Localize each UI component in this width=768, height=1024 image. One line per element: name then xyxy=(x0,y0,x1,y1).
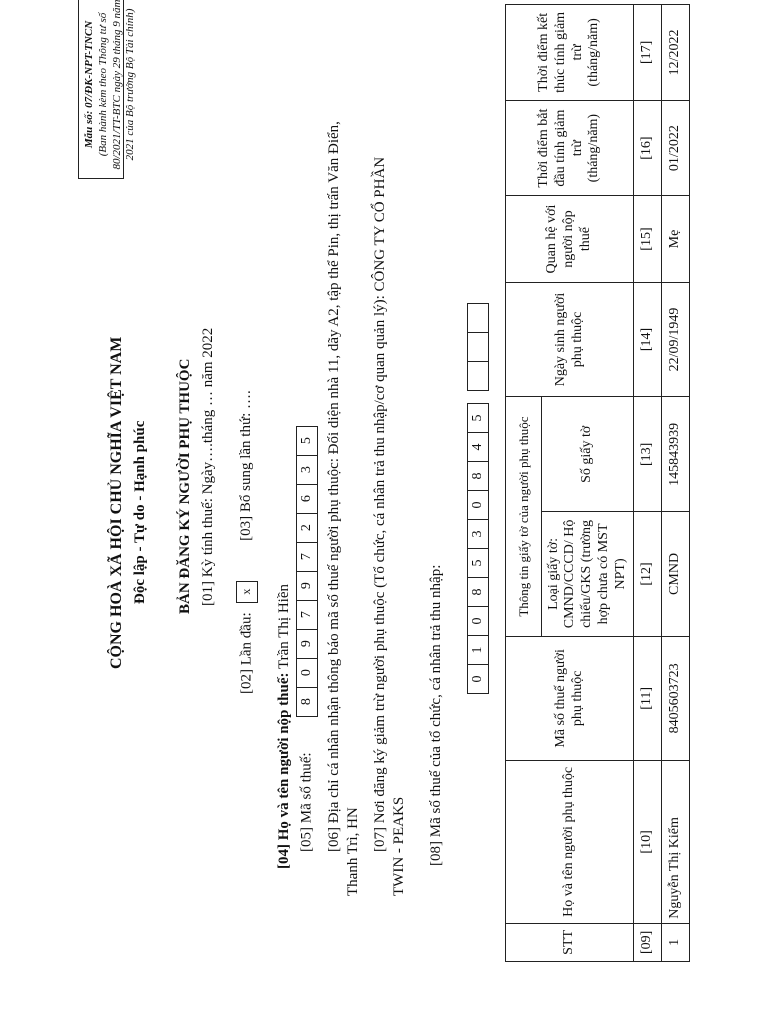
motto: Độc lập - Tự do - Hạnh phúc xyxy=(132,420,148,604)
digit-cell: 4 xyxy=(468,432,488,461)
field-08-payer-tax-code-label: [08] Mã số thuế của tổ chức, cá nhân trả thu nhập: xyxy=(428,564,444,866)
cell-date-of-birth: 22/09/1949 xyxy=(662,282,690,397)
digit-cell: 5 xyxy=(470,414,485,422)
column-code: [15] xyxy=(634,196,662,282)
dependents-table xyxy=(505,4,690,962)
form-number: Mẫu số: 07/ĐK-NPT-TNCN xyxy=(83,20,95,149)
field-08-payer-tax-code xyxy=(467,303,489,694)
form-number-box xyxy=(78,0,137,179)
payer-tax-code-cells xyxy=(467,403,489,694)
first-time-checkbox[interactable]: x xyxy=(236,581,258,603)
field-05-tax-code xyxy=(296,426,318,852)
digit-cell xyxy=(468,304,488,332)
digit-cell: 2 xyxy=(297,513,317,542)
header-relationship: Quan hệ với người nộp thuế xyxy=(506,196,634,282)
taxpayer-name-value: Trần Thị Hiền xyxy=(276,584,292,670)
table-code-row xyxy=(634,5,662,962)
digit-cell: 9 xyxy=(297,629,317,658)
field-01-period: [01] Kỳ tính thuế: Ngày….tháng … năm 2022 xyxy=(200,327,216,606)
digit-cell: 5 xyxy=(468,548,488,577)
cell-relationship: Mẹ xyxy=(662,196,690,282)
field-04-label: [04] Họ và tên người nộp thuế: xyxy=(276,672,292,869)
cell-stt: 1 xyxy=(662,923,690,961)
field-04-taxpayer-name xyxy=(276,584,293,869)
digit-cell: 6 xyxy=(297,484,317,513)
cell-dependent-tax-code: 8405603723 xyxy=(662,636,690,760)
column-code: [17] xyxy=(634,5,662,101)
header-document-group: Thông tin giấy tờ của người phụ thuộc xyxy=(506,397,542,636)
cell-document-type: CMND xyxy=(662,512,690,636)
cell-document-number: 145843939 xyxy=(662,397,690,512)
field-06-address-line2: Thanh Trì, HN xyxy=(345,807,361,896)
digit-cell xyxy=(468,361,488,390)
header-document-type: Loại giấy tờ: CMND/CCCD/ Hộ chiếu/GKS (trường hợp chưa có MST NPT) xyxy=(542,512,634,636)
digit-cell: 3 xyxy=(297,455,317,484)
field-06-address-line1: [06] Địa chỉ cá nhân nhận thông báo mã số thuế người phụ thuộc: Đối diện nhà 11, dãy A2, tập thể Pin, thị trấn Văn Điển, xyxy=(326,121,342,852)
header-document-number: Số giấy tờ xyxy=(542,397,634,512)
table-row xyxy=(662,5,690,962)
digit-cell: 8 xyxy=(468,577,488,606)
digit-cell: 8 xyxy=(468,461,488,490)
header-deduction-start: Thời điểm bắt đầu tính giảm trừ (tháng/năm) xyxy=(506,100,634,196)
digit-cell: 0 xyxy=(468,490,488,519)
payer-tax-code-branch-cells xyxy=(467,303,489,391)
column-code: [13] xyxy=(634,397,662,512)
field-05-label: [05] Mã số thuế: xyxy=(298,752,315,852)
digit-cell xyxy=(468,332,488,361)
form-legal-note: (Ban hành kèm theo Thông tư số 80/2021/TT-BTC ngày 29 tháng 9 năm 2021 của Bộ trưởng Bộ Tài chính) xyxy=(96,0,137,170)
field-07-deduction-place-line1: [07] Nơi đăng ký giảm trừ người phụ thuộc (Tổ chức, cá nhân trả thu nhập/cơ quan quản lý): CÔNG TY CỔ PHẦN xyxy=(372,156,388,852)
digit-cell: 9 xyxy=(297,571,317,600)
table-header-row-1 xyxy=(506,5,542,962)
digit-cell: 7 xyxy=(297,542,317,571)
field-03-supplement: [03] Bổ sung lần thứ: …. xyxy=(238,390,255,541)
digit-cell: 0 xyxy=(297,658,317,687)
column-code: [16] xyxy=(634,100,662,196)
header-stt: STT xyxy=(506,923,634,961)
country-heading: CỘNG HOÀ XÃ HỘI CHỦ NGHĨA VIỆT NAM xyxy=(108,336,125,669)
digit-cell: 3 xyxy=(468,519,488,548)
column-code: [11] xyxy=(634,636,662,760)
header-dependent-tax-code: Mã số thuế người phụ thuộc xyxy=(506,636,634,760)
field-02-first-time xyxy=(236,390,258,694)
header-date-of-birth: Ngày sinh người phụ thuộc xyxy=(506,282,634,397)
field-07-deduction-place-line2: TWIN - PEAKS xyxy=(391,796,407,896)
column-code: [09] xyxy=(634,923,662,961)
digit-cell: 1 xyxy=(468,635,488,664)
field-02-label: [02] Lần đầu: xyxy=(238,612,255,694)
header-deduction-end: Thời điểm kết thúc tính giảm trừ (tháng/năm) xyxy=(506,5,634,101)
digit-cell: 7 xyxy=(297,600,317,629)
form-title: BẢN ĐĂNG KÝ NGƯỜI PHỤ THUỘC xyxy=(177,358,193,614)
cell-deduction-start: 01/2022 xyxy=(662,100,690,196)
column-code: [10] xyxy=(634,761,662,924)
header-dependent-name: Họ và tên người phụ thuộc xyxy=(506,761,634,924)
cell-dependent-name: Nguyễn Thị Kiểm xyxy=(662,761,690,924)
digit-cell: 0 xyxy=(468,664,488,693)
digit-cell: 8 xyxy=(297,687,317,716)
taxpayer-tax-code-cells xyxy=(296,426,318,717)
digit-cell: 0 xyxy=(468,606,488,635)
cell-deduction-end: 12/2022 xyxy=(662,5,690,101)
digit-cell: 5 xyxy=(299,437,314,445)
column-code: [12] xyxy=(634,512,662,636)
column-code: [14] xyxy=(634,282,662,397)
